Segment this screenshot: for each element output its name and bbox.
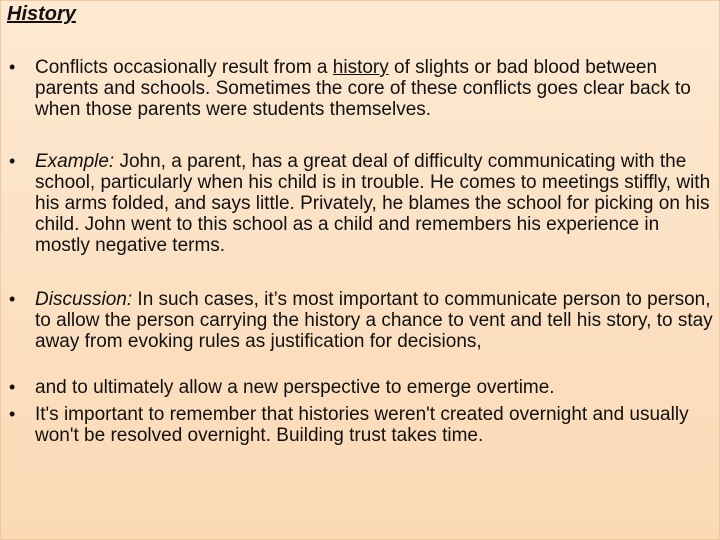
history-term: history [332, 57, 389, 78]
discussion-label: Discussion: [35, 289, 133, 310]
bullet-icon: • [9, 57, 16, 77]
slide-title: History [7, 3, 76, 25]
bullet-text-trust: It's important to remember that histories weren't created overnight and usually won't be resolved overnight. Building trust takes time. [35, 404, 689, 446]
bullet-icon: • [9, 151, 16, 171]
text-segment: John, a parent, has a great deal of difficulty communicating with the school, particularly when his child is in trouble. He comes to meetings stiffly, with his arms folded, and says little. Privately, he blames the school for picking on his child. John went to this school as a child and remembers his experience in mostly negative terms. [35, 151, 711, 256]
bullet-text-perspective: and to ultimately allow a new perspective to emerge overtime. [35, 377, 555, 398]
text-segment: of slights or bad blood between parents and schools. Sometimes the core of these conflicts goes clear back to when those parents were students themselves. [35, 57, 691, 120]
bullet-text-history [35, 57, 719, 120]
bullet-icon: • [9, 404, 16, 424]
bullet-text-discussion [35, 289, 719, 352]
text-segment: In such cases, it’s most important to communicate person to person, to allow the person carrying the history a chance to vent and tell his story, to stay away from evoking rules as justification for decisions, [35, 289, 713, 352]
bullet-icon: • [9, 289, 16, 309]
bullet-text-example [35, 151, 719, 256]
bullet-icon: • [9, 377, 16, 397]
text-segment: Conflicts occasionally result from a [35, 57, 333, 78]
example-label: Example: [35, 151, 115, 172]
